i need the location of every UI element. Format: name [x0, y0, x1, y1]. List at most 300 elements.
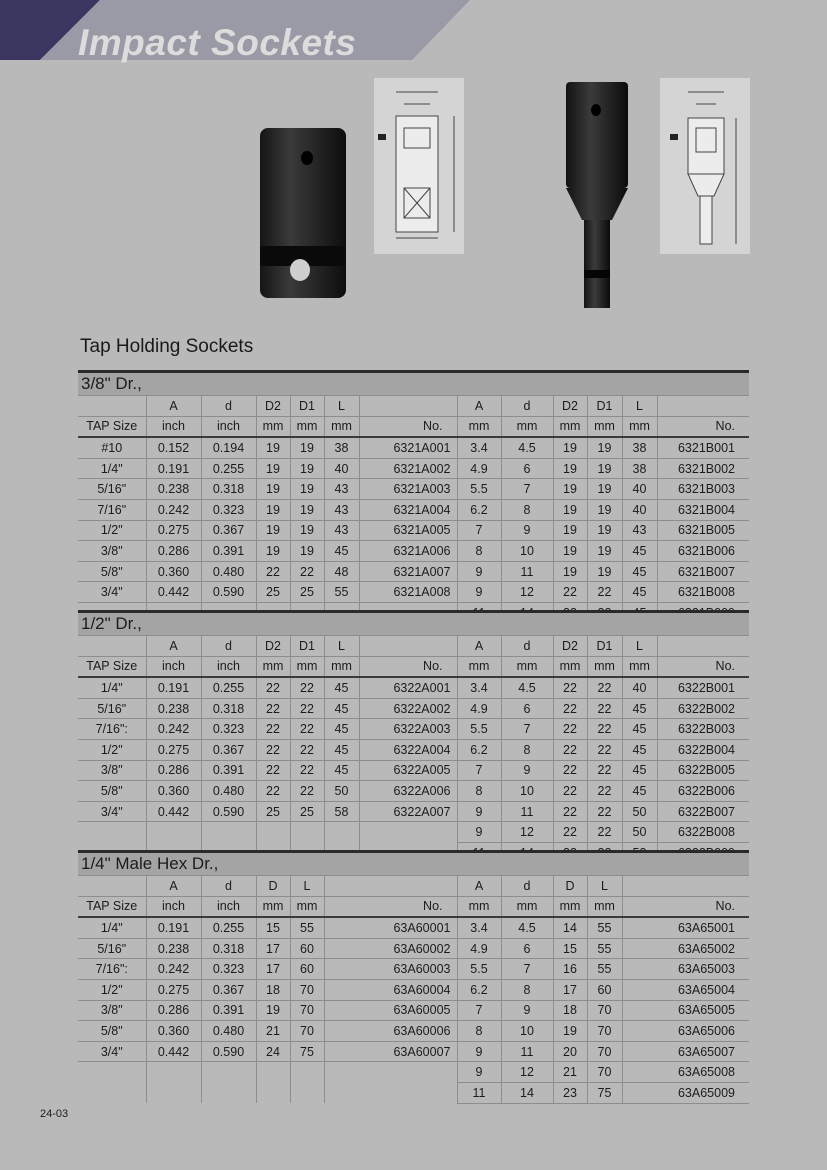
table-cell	[256, 822, 290, 843]
table-cell: 19	[290, 541, 324, 562]
table-cell: 22	[256, 698, 290, 719]
table-header-row	[78, 636, 749, 657]
table-header-cell: L	[290, 876, 324, 897]
page-number: 24-03	[40, 1108, 69, 1120]
table-header-cell: mm	[290, 896, 324, 917]
table-cell: 6321B006	[657, 541, 749, 562]
table-cell: 45	[622, 698, 657, 719]
table-cell: 0.191	[146, 458, 201, 479]
table-header-cell: mm	[324, 416, 359, 437]
table-cell: 38	[622, 458, 657, 479]
table-row	[78, 781, 749, 802]
table-header-cell: d	[201, 636, 256, 657]
table-header-cell: inch	[201, 416, 256, 437]
table-row	[78, 541, 749, 562]
table-cell: 63A60006	[324, 1021, 457, 1042]
table-row	[78, 938, 749, 959]
table-header-cell: mm	[457, 896, 501, 917]
table-cell: 19	[290, 499, 324, 520]
table-cell: 0.318	[201, 938, 256, 959]
table-cell: 22	[587, 719, 622, 740]
table-block-1-2-drive	[78, 610, 749, 864]
table-row	[78, 698, 749, 719]
table-row	[78, 739, 749, 760]
table-cell: 6321B002	[657, 458, 749, 479]
table-cell: 19	[553, 437, 587, 458]
table-cell: 40	[622, 479, 657, 500]
table-header-cell: TAP Size	[78, 896, 146, 917]
table-cell	[201, 822, 256, 843]
table-cell: 6	[501, 698, 553, 719]
table-header-cell: L	[324, 396, 359, 417]
table-cell: 6322A004	[359, 739, 457, 760]
table-cell: 63A65008	[622, 1062, 749, 1083]
table-cell: 0.442	[146, 1041, 201, 1062]
table-cell: 45	[622, 739, 657, 760]
table-cell: 6321B003	[657, 479, 749, 500]
table-cell: 43	[324, 499, 359, 520]
table-cell: 19	[290, 479, 324, 500]
table-header-cell: mm	[324, 656, 359, 677]
table-row	[78, 561, 749, 582]
table-cell: 22	[290, 781, 324, 802]
table-header-cell: No.	[622, 896, 749, 917]
table-cell: 19	[553, 520, 587, 541]
table-cell: 22	[587, 801, 622, 822]
table-cell: 6	[501, 458, 553, 479]
table-cell: 16	[553, 959, 587, 980]
table-cell: 6322A006	[359, 781, 457, 802]
table-cell	[78, 1062, 146, 1083]
table-header-cell: L	[622, 396, 657, 417]
table-header-cell: A	[457, 636, 501, 657]
table-cell: 8	[457, 781, 501, 802]
table-header-cell: mm	[501, 416, 553, 437]
table-cell: 70	[290, 1021, 324, 1042]
table-cell: 17	[256, 959, 290, 980]
table-cell: 6322B002	[657, 698, 749, 719]
table-header-cell: D2	[553, 396, 587, 417]
table-cell: 19	[256, 541, 290, 562]
table-cell: 21	[256, 1021, 290, 1042]
table-cell: 4.9	[457, 458, 501, 479]
table-cell: 14	[553, 917, 587, 938]
table-cell: 40	[622, 499, 657, 520]
socket-dimension-diagram	[374, 78, 464, 254]
table-cell: 10	[501, 541, 553, 562]
table-cell: 18	[553, 1000, 587, 1021]
table-cell: 22	[256, 719, 290, 740]
table-cell: 9	[457, 582, 501, 603]
table-row	[78, 719, 749, 740]
table-row	[78, 822, 749, 843]
table-cell: 7	[457, 760, 501, 781]
table-cell: 55	[587, 917, 622, 938]
table-cell: 40	[324, 458, 359, 479]
table-cell: 45	[324, 541, 359, 562]
table-cell: 22	[553, 822, 587, 843]
table-header-cell: mm	[457, 416, 501, 437]
table-cell: 21	[553, 1062, 587, 1083]
table-row	[78, 1082, 749, 1103]
table-cell: 45	[622, 781, 657, 802]
table-cell: 5.5	[457, 479, 501, 500]
table-cell: 19	[587, 437, 622, 458]
table-cell: 0.286	[146, 1000, 201, 1021]
table-row	[78, 520, 749, 541]
table-header-cell	[78, 636, 146, 657]
table-header-cell	[657, 396, 749, 417]
table-cell: 19	[553, 561, 587, 582]
table-header-cell: A	[146, 396, 201, 417]
table-cell: 9	[457, 1041, 501, 1062]
table-cell	[324, 1062, 457, 1083]
table-header-cell: d	[501, 876, 553, 897]
table-cell: 1/2"	[78, 520, 146, 541]
table-cell: 70	[587, 1062, 622, 1083]
table-cell: 1/4"	[78, 458, 146, 479]
table-cell: 3/8"	[78, 760, 146, 781]
table-cell: 40	[622, 677, 657, 698]
table-cell: 50	[324, 781, 359, 802]
table-cell: 22	[256, 781, 290, 802]
table-cell: #10	[78, 437, 146, 458]
table-cell: 6321B004	[657, 499, 749, 520]
table-cell: 3.4	[457, 677, 501, 698]
table-cell: 0.255	[201, 917, 256, 938]
table-cell	[290, 1062, 324, 1083]
table-cell: 6321B001	[657, 437, 749, 458]
table-cell: 22	[290, 719, 324, 740]
table-cell: 22	[290, 677, 324, 698]
table-cell: 1/2"	[78, 739, 146, 760]
table-cell	[324, 1082, 457, 1103]
table-header-cell: mm	[622, 656, 657, 677]
table-cell: 70	[587, 1021, 622, 1042]
table-cell: 75	[290, 1041, 324, 1062]
table-cell: 7	[501, 959, 553, 980]
table-header-cell: D	[256, 876, 290, 897]
table-cell: 22	[290, 739, 324, 760]
table-cell: 9	[457, 561, 501, 582]
table-cell	[290, 822, 324, 843]
table-header-cell: D1	[290, 636, 324, 657]
table-cell: 17	[256, 938, 290, 959]
table-cell: 63A60005	[324, 1000, 457, 1021]
table-cell: 3/8"	[78, 1000, 146, 1021]
table-cell: 25	[256, 582, 290, 603]
table-cell: 0.590	[201, 1041, 256, 1062]
table-header-cell: D1	[587, 396, 622, 417]
table-cell: 19	[587, 541, 622, 562]
table-cell: 25	[290, 801, 324, 822]
table-cell: 22	[587, 698, 622, 719]
table-cell: 63A65003	[622, 959, 749, 980]
table-header-row	[78, 416, 749, 437]
table-cell: 0.318	[201, 698, 256, 719]
table-row	[78, 437, 749, 458]
table-cell	[256, 1062, 290, 1083]
drive-size-heading: 1/4" Male Hex Dr.,	[78, 850, 749, 875]
table-row	[78, 1062, 749, 1083]
table-cell: 0.191	[146, 677, 201, 698]
table-cell: 63A65005	[622, 1000, 749, 1021]
table-cell: 38	[324, 437, 359, 458]
table-header-cell: No.	[657, 656, 749, 677]
table-cell: 0.152	[146, 437, 201, 458]
table-header-cell: TAP Size	[78, 656, 146, 677]
table-row	[78, 959, 749, 980]
table-cell: 6322B005	[657, 760, 749, 781]
table-cell: 43	[622, 520, 657, 541]
table-header-cell: mm	[256, 896, 290, 917]
table-cell: 63A60003	[324, 959, 457, 980]
table-cell: 19	[587, 499, 622, 520]
table-cell: 8	[457, 1021, 501, 1042]
table-cell: 6322A005	[359, 760, 457, 781]
table-cell: 11	[457, 1082, 501, 1103]
table-cell: 55	[290, 917, 324, 938]
table-cell: 5/16"	[78, 479, 146, 500]
table-cell: 4.5	[501, 677, 553, 698]
table-cell: 45	[324, 719, 359, 740]
table-cell: 63A60004	[324, 979, 457, 1000]
table-cell: 58	[324, 801, 359, 822]
table-header-row	[78, 396, 749, 417]
table-cell: 12	[501, 1062, 553, 1083]
table-header-cell: A	[146, 636, 201, 657]
table-cell: 8	[501, 739, 553, 760]
table-cell: 22	[290, 760, 324, 781]
table-cell: 45	[324, 760, 359, 781]
table-cell: 20	[553, 1041, 587, 1062]
table-cell: 0.360	[146, 781, 201, 802]
table-cell: 0.323	[201, 959, 256, 980]
table-header-cell: A	[457, 396, 501, 417]
table-cell: 6.2	[457, 499, 501, 520]
table-cell: 63A60007	[324, 1041, 457, 1062]
table-cell: 0.323	[201, 499, 256, 520]
hex-shank-socket-image	[562, 80, 632, 312]
table-cell: 19	[290, 458, 324, 479]
table-cell: 70	[290, 979, 324, 1000]
table-cell: 0.367	[201, 739, 256, 760]
table-header-cell: mm	[587, 896, 622, 917]
table-cell: 12	[501, 582, 553, 603]
table-header-cell: A	[457, 876, 501, 897]
table-header-cell	[657, 636, 749, 657]
table-cell: 19	[290, 520, 324, 541]
table-cell: 0.191	[146, 917, 201, 938]
table-cell: 22	[553, 781, 587, 802]
table-header-cell: mm	[457, 656, 501, 677]
table-cell: 22	[587, 582, 622, 603]
table-cell: 0.442	[146, 801, 201, 822]
table-row	[78, 499, 749, 520]
table-cell: 63A60001	[324, 917, 457, 938]
table-cell: 0.275	[146, 979, 201, 1000]
table-row	[78, 582, 749, 603]
table-header-cell	[78, 396, 146, 417]
table-header-cell: mm	[256, 656, 290, 677]
spec-table	[78, 875, 749, 1104]
section-title: Tap Holding Sockets	[80, 336, 254, 357]
table-cell: 43	[324, 520, 359, 541]
table-header-cell: D1	[290, 396, 324, 417]
table-cell: 63A65009	[622, 1082, 749, 1103]
table-cell: 22	[290, 698, 324, 719]
table-cell: 22	[553, 760, 587, 781]
table-header-cell	[359, 636, 457, 657]
table-cell: 0.286	[146, 760, 201, 781]
table-header-cell: D2	[553, 636, 587, 657]
table-cell: 23	[553, 1082, 587, 1103]
table-cell: 6321A008	[359, 582, 457, 603]
table-cell: 19	[256, 458, 290, 479]
table-header-cell: D	[553, 876, 587, 897]
table-cell: 0.480	[201, 561, 256, 582]
table-header-cell: No.	[359, 416, 457, 437]
table-cell: 6321A006	[359, 541, 457, 562]
table-cell: 60	[290, 938, 324, 959]
table-cell: 22	[587, 760, 622, 781]
table-cell: 24	[256, 1041, 290, 1062]
table-cell: 5/8"	[78, 1021, 146, 1042]
table-cell: 5.5	[457, 719, 501, 740]
table-cell: 0.442	[146, 582, 201, 603]
table-cell: 45	[324, 677, 359, 698]
table-cell: 19	[256, 437, 290, 458]
table-cell: 0.590	[201, 582, 256, 603]
table-cell: 6321A001	[359, 437, 457, 458]
table-header-row	[78, 656, 749, 677]
impact-socket-image	[258, 126, 348, 300]
table-row	[78, 458, 749, 479]
table-cell: 43	[324, 479, 359, 500]
table-cell: 0.323	[201, 719, 256, 740]
table-header-cell: mm	[553, 896, 587, 917]
table-header-cell: d	[201, 396, 256, 417]
table-cell: 22	[256, 561, 290, 582]
table-cell	[201, 1062, 256, 1083]
table-cell: 45	[622, 541, 657, 562]
table-cell: 6	[501, 938, 553, 959]
table-block-3-8-drive	[78, 370, 749, 624]
table-cell: 25	[256, 801, 290, 822]
table-row	[78, 479, 749, 500]
table-cell: 6321B007	[657, 561, 749, 582]
table-cell: 8	[501, 979, 553, 1000]
table-cell: 45	[324, 739, 359, 760]
table-cell: 0.286	[146, 541, 201, 562]
table-cell	[324, 822, 359, 843]
table-cell: 6322B004	[657, 739, 749, 760]
table-cell: 11	[501, 561, 553, 582]
table-cell: 19	[290, 437, 324, 458]
table-header-cell: TAP Size	[78, 416, 146, 437]
table-cell	[78, 1082, 146, 1103]
table-cell: 12	[501, 822, 553, 843]
table-header-cell: mm	[290, 656, 324, 677]
table-header-cell: L	[587, 876, 622, 897]
table-cell: 45	[324, 698, 359, 719]
spec-table	[78, 395, 749, 624]
table-header-cell: No.	[324, 896, 457, 917]
table-cell: 0.318	[201, 479, 256, 500]
table-cell: 6321A005	[359, 520, 457, 541]
table-cell: 22	[553, 677, 587, 698]
table-cell: 6.2	[457, 739, 501, 760]
table-cell: 70	[290, 1000, 324, 1021]
table-cell: 5/8"	[78, 561, 146, 582]
table-cell: 55	[587, 938, 622, 959]
table-cell: 3.4	[457, 917, 501, 938]
table-cell: 0.238	[146, 479, 201, 500]
table-cell	[146, 1082, 201, 1103]
table-header-cell: mm	[501, 656, 553, 677]
table-cell: 4.5	[501, 437, 553, 458]
table-cell: 6322B007	[657, 801, 749, 822]
table-cell: 0.238	[146, 698, 201, 719]
table-header-cell: mm	[501, 896, 553, 917]
table-header-cell: A	[146, 876, 201, 897]
table-header-cell	[78, 876, 146, 897]
table-cell: 19	[553, 479, 587, 500]
table-header-cell: inch	[146, 896, 201, 917]
table-cell: 9	[501, 1000, 553, 1021]
table-cell: 7	[501, 479, 553, 500]
table-cell: 7/16"	[78, 499, 146, 520]
table-cell: 6321B005	[657, 520, 749, 541]
table-cell: 22	[290, 561, 324, 582]
table-cell: 6322B008	[657, 822, 749, 843]
table-cell: 19	[256, 1000, 290, 1021]
table-cell: 22	[256, 739, 290, 760]
table-cell: 6321B008	[657, 582, 749, 603]
table-cell: 25	[290, 582, 324, 603]
table-cell: 0.242	[146, 719, 201, 740]
table-cell: 7/16":	[78, 719, 146, 740]
table-cell	[146, 822, 201, 843]
table-header-cell: mm	[587, 656, 622, 677]
table-cell: 1/4"	[78, 917, 146, 938]
table-cell: 0.391	[201, 541, 256, 562]
table-cell: 18	[256, 979, 290, 1000]
table-cell: 9	[457, 822, 501, 843]
table-cell	[290, 1082, 324, 1103]
table-cell: 7	[457, 520, 501, 541]
table-cell: 6.2	[457, 979, 501, 1000]
table-cell: 19	[553, 541, 587, 562]
table-cell: 10	[501, 1021, 553, 1042]
table-cell: 11	[501, 801, 553, 822]
table-header-cell: inch	[201, 656, 256, 677]
table-cell: 6321A002	[359, 458, 457, 479]
table-cell: 19	[553, 458, 587, 479]
table-cell: 19	[553, 1021, 587, 1042]
table-cell: 19	[256, 520, 290, 541]
table-cell: 0.367	[201, 520, 256, 541]
table-cell: 19	[587, 520, 622, 541]
table-cell: 0.242	[146, 499, 201, 520]
table-cell: 60	[290, 959, 324, 980]
table-header-cell	[324, 876, 457, 897]
table-header-cell: D2	[256, 636, 290, 657]
table-cell	[146, 1062, 201, 1083]
table-block-male-hex-drive	[78, 850, 749, 1104]
table-header-cell	[359, 396, 457, 417]
table-header-row	[78, 876, 749, 897]
